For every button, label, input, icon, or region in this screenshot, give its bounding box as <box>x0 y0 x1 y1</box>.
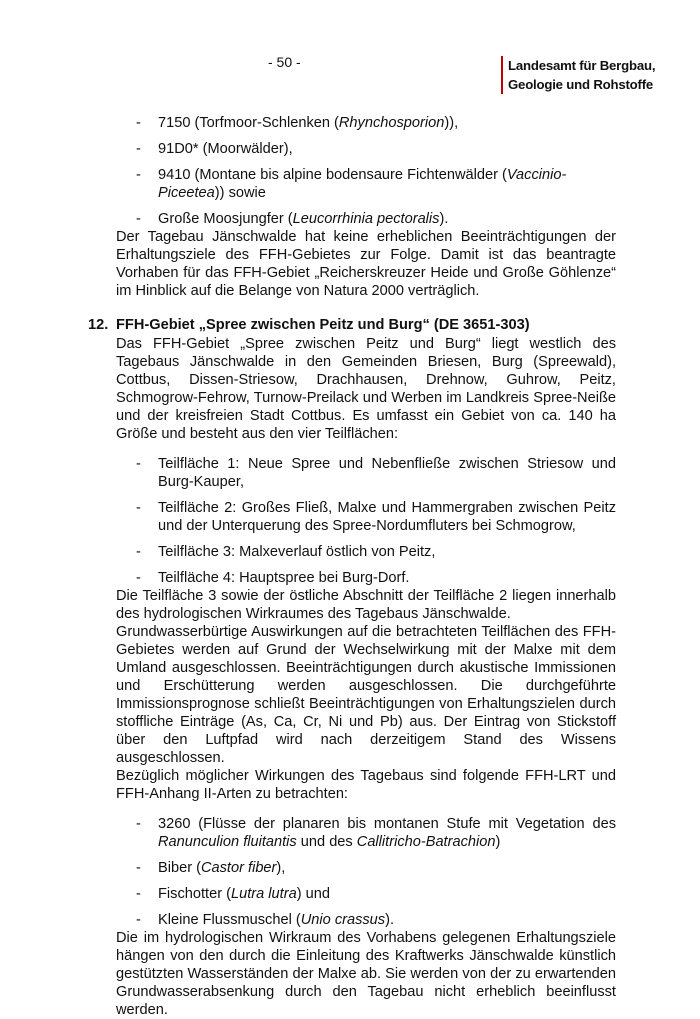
list-item-text: Kleine Flussmuschel (Unio crassus). <box>158 912 395 928</box>
list-item-text: 91D0* (Moorwälder), <box>158 141 293 157</box>
list-item <box>116 885 616 903</box>
paragraph: Grundwasserbürtige Auswirkungen auf die betrachteten Teilflächen des FFH-Gebietes werden auf Grund der Wechselwirkung mit der Malxe mit dem Umland ausgeschlossen. Beeinträchtigungen durch akustische Immissionen und Erschütterung werden ausgeschlossen. Die durchgeführte Immissionsprognose schließt Beeinträchtigungen von Erhaltungszielen durch stoffliche Einträge (As, Ca, Cr, Ni und Pb) aus. Der Eintrag von Stickstoff über den Luftpfad wird nach derzeitigem Stand des Wissens ausgeschlossen. <box>116 624 616 766</box>
list-item-text: Teilfläche 3: Malxeverlauf östlich von Peitz, <box>158 544 436 560</box>
list-item <box>116 543 616 561</box>
list-item <box>116 140 616 158</box>
bullet-dash: - <box>136 570 141 586</box>
paragraph: Der Tagebau Jänschwalde hat keine erheblichen Beeinträchtigungen der Erhaltungsziele des FFH-Gebietes zur Folge. Damit ist das beantragte Vorhaben für das FFH-Gebiet „Reicherskreuzer Heide und Große Göhlenze“ im Hinblick auf die Belange von Natura 2000 verträglich. <box>116 229 616 299</box>
agency-header <box>501 56 655 94</box>
list-item-text: Teilfläche 4: Hauptspree bei Burg-Dorf. <box>158 570 410 586</box>
list-item <box>116 815 616 851</box>
list-item <box>116 911 616 929</box>
section-title: FFH-Gebiet „Spree zwischen Peitz und Burg“ (DE 3651-303) <box>116 317 530 333</box>
list-item <box>116 859 616 877</box>
bullet-dash: - <box>136 211 141 227</box>
list-item <box>116 114 616 132</box>
list-item <box>116 166 616 202</box>
list-item <box>116 455 616 491</box>
bullet-dash: - <box>136 912 141 928</box>
paragraph: Bezüglich möglicher Wirkungen des Tagebaus sind folgende FFH-LRT und FFH-Anhang II-Arten zu betrachten: <box>116 768 616 802</box>
list-item-text: 3260 (Flüsse der planaren bis montanen Stufe mit Vegetation des Ranunculion fluitantis und des Callitricho-Batrachion) <box>158 816 616 850</box>
bullet-dash: - <box>136 141 141 157</box>
list-item-text: 9410 (Montane bis alpine bodensaure Fichtenwälder (Vaccinio-Piceetea)) sowie <box>158 167 567 201</box>
paragraph: Die im hydrologischen Wirkraum des Vorhabens gelegenen Erhaltungsziele hängen von den durch die Einleitung des Kraftwerks Jänschwalde künstlich gestützten Wasserständen der Malxe ab. Sie werden von der zu erwartenden Grundwasserabsenkung durch den Tagebau nicht erheblich beeinflusst werden. <box>116 930 616 1018</box>
list-item-text: Biber (Castor fiber), <box>158 860 286 876</box>
agency-line-2: Geologie und Rohstoffe <box>508 77 654 92</box>
section-heading <box>88 316 616 334</box>
bullet-dash: - <box>136 544 141 560</box>
paragraph: Die Teilfläche 3 sowie der östliche Abschnitt der Teilfläche 2 liegen innerhalb des hydrologischen Wirkraumes des Tagebaus Jänschwalde. <box>116 588 616 622</box>
page-number: - 50 - <box>268 54 301 70</box>
bullet-dash: - <box>136 167 141 183</box>
section-number: 12. <box>88 317 109 333</box>
paragraph: Das FFH-Gebiet „Spree zwischen Peitz und Burg“ liegt westlich des Tagebaus Jänschwalde in den Gemeinden Briesen, Burg (Spreewald), Cottbus, Dissen-Striesow, Drachhausen, Drehnow, Guhrow, Peitz, Schmogrow-Fehrow, Turnow-Preilack und Werben im Landkreis Spree-Neiße und der kreisfreien Stadt Cottbus. Es umfasst ein Gebiet von ca. 140 ha Größe und besteht aus den vier Teilflächen: <box>116 336 616 442</box>
list-item-text: Große Moosjungfer (Leucorrhinia pectoralis). <box>158 211 449 227</box>
bullet-dash: - <box>136 115 141 131</box>
list-item <box>116 569 616 587</box>
agency-line-1: Landesamt für Bergbau, <box>508 58 656 73</box>
list-item <box>116 210 616 228</box>
bullet-dash: - <box>136 860 141 876</box>
bullet-dash: - <box>136 816 141 832</box>
bullet-dash: - <box>136 886 141 902</box>
document-body <box>88 114 616 1019</box>
list-item <box>116 499 616 535</box>
list-item-text: Teilfläche 1: Neue Spree und Nebenfließe zwischen Striesow und Burg-Kauper, <box>158 456 616 490</box>
list-item-text: Teilfläche 2: Großes Fließ, Malxe und Hammergraben zwischen Peitz und der Unterquerung des Spree-Nordumfluters bei Schmogrow, <box>158 500 616 534</box>
list-item-text: 7150 (Torfmoor-Schlenken (Rhynchosporion)), <box>158 115 459 131</box>
list-item-text: Fischotter (Lutra lutra) und <box>158 886 330 902</box>
bullet-dash: - <box>136 456 141 472</box>
bullet-dash: - <box>136 500 141 516</box>
